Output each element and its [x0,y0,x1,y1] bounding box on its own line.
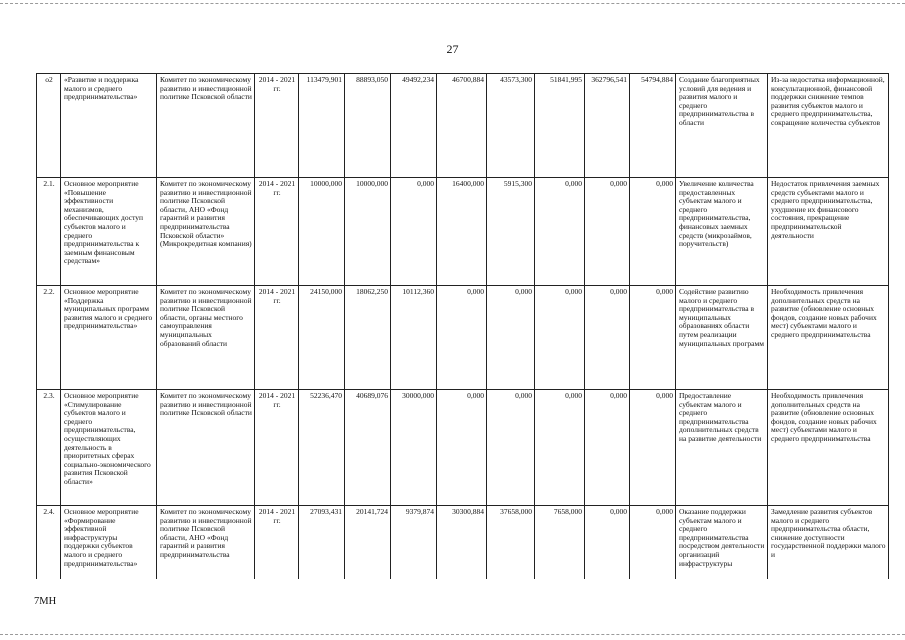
measure-name: Основное мероприятие «Повышение эффективности механизмов, обеспечивающих доступ субъектов малого и среднего предпринимательства к заемным финансовым средствам» [61,178,157,286]
funding-value: 0,000 [630,178,676,286]
funding-value: 49492,234 [391,74,437,178]
implementation-period: 2014 - 2021 гг. [255,74,299,178]
funding-value: 0,000 [630,506,676,580]
table-row [37,286,889,390]
responsible-executor: Комитет по экономическому развитию и инвестиционной политике Псковской области, органы местного самоуправления муниципальных образований области [157,286,255,390]
funding-value: 46700,884 [437,74,487,178]
funding-value: 0,000 [487,286,535,390]
funding-value: 51841,995 [535,74,585,178]
non-implementation-consequence: Недостаток привлечения заемных средств субъектами малого и среднего предпринимательства, ухудшение их финансового состояния, прекращение предпринимательской деятельности [768,178,889,286]
funding-value: 18062,250 [345,286,391,390]
implementation-period: 2014 - 2021 гг. [255,390,299,506]
funding-value: 20141,724 [345,506,391,580]
funding-value: 30000,000 [391,390,437,506]
implementation-period: 2014 - 2021 гг. [255,506,299,580]
row-number: 2.4. [37,506,61,580]
funding-value: 27093,431 [299,506,345,580]
funding-value: 30300,884 [437,506,487,580]
funding-value: 0,000 [585,390,630,506]
non-implementation-consequence: Необходимость привлечения дополнительных средств на развитие (обновление основных фондов, создание новых рабочих мест) субъектами малого и среднего предпринимательства [768,390,889,506]
measure-name: Основное мероприятие «Формирование эффективной инфраструктуры поддержки субъектов малого и среднего предпринимательства» [61,506,157,580]
funding-value: 0,000 [585,506,630,580]
funding-value: 7658,000 [535,506,585,580]
funding-value: 0,000 [585,286,630,390]
funding-value: 88893,050 [345,74,391,178]
funding-value: 52236,470 [299,390,345,506]
funding-value: 0,000 [437,390,487,506]
funding-value: 10112,360 [391,286,437,390]
funding-value: 0,000 [630,286,676,390]
funding-value: 113479,901 [299,74,345,178]
funding-value: 10000,000 [299,178,345,286]
top-scan-edge [0,3,905,4]
funding-value: 10000,000 [345,178,391,286]
non-implementation-consequence: Необходимость привлечения дополнительных средств на развитие (обновление основных фондов, создание новых рабочих мест) субъектами малого и среднего предпринимательства [768,286,889,390]
funding-value: 9379,874 [391,506,437,580]
responsible-executor: Комитет по экономическому развитию и инвестиционной политике Псковской области [157,74,255,178]
expected-result: Содействие развитию малого и среднего предпринимательства в муниципальных образованиях области путем реализации муниципальных программ [676,286,768,390]
footer-mark: 7МН [34,596,57,607]
funding-value: 5915,300 [487,178,535,286]
row-number: 2.3. [37,390,61,506]
responsible-executor: Комитет по экономическому развитию и инвестиционной политике Псковской области, АНО «Фонд гарантий и развития предпринимательства [157,506,255,580]
funding-value: 0,000 [535,178,585,286]
non-implementation-consequence: Замедление развития субъектов малого и среднего предпринимательства области, снижение доступности государственной поддержки малого и [768,506,889,580]
funding-value: 0,000 [437,286,487,390]
measure-name: Основное мероприятие «Стимулирование субъектов малого и среднего предпринимательства, осуществляющих деятельность в приоритетных сферах социально-экономического развития Псковской области» [61,390,157,506]
funding-value: 0,000 [585,178,630,286]
funding-value: 0,000 [630,390,676,506]
implementation-period: 2014 - 2021 гг. [255,178,299,286]
funding-value: 0,000 [535,286,585,390]
table-row [37,390,889,506]
page-number: 27 [446,42,459,56]
table-row [37,506,889,580]
expected-result: Предоставление субъектам малого и среднего предпринимательства дополнительных средств на развитие деятельности [676,390,768,506]
responsible-executor: Комитет по экономическому развитию и инвестиционной политике Псковской области [157,390,255,506]
responsible-executor: Комитет по экономическому развитию и инвестиционной политике Псковской области, АНО «Фонд гарантий и развития предпринимательства Псковской области» (Микрокредитная компания) [157,178,255,286]
funding-value: 0,000 [487,390,535,506]
funding-value: 24150,000 [299,286,345,390]
funding-value: 54794,884 [630,74,676,178]
bottom-scan-edge [0,634,905,635]
funding-value: 0,000 [391,178,437,286]
measure-name: Основное мероприятие «Поддержка муниципальных программ развития малого и среднего предпринимательства» [61,286,157,390]
measure-name: «Развитие и поддержка малого и среднего предпринимательства» [61,74,157,178]
implementation-period: 2014 - 2021 гг. [255,286,299,390]
funding-value: 37658,000 [487,506,535,580]
funding-value: 43573,300 [487,74,535,178]
funding-value: 362796,541 [585,74,630,178]
row-number: 2.2. [37,286,61,390]
expected-result: Создание благоприятных условий для ведения и развития малого и среднего предпринимательства в области [676,74,768,178]
expected-result: Увеличение количества предоставленных субъектам малого и среднего предпринимательства, финансовых заемных средств (микрозаймов, поручительств) [676,178,768,286]
program-measures-table [36,73,889,579]
table-row [37,178,889,286]
funding-value: 16400,000 [437,178,487,286]
expected-result: Оказание поддержки субъектам малого и среднего предпринимательства посредством деятельности организаций инфраструктуры [676,506,768,580]
non-implementation-consequence: Из-за недостатка информационной, консультационной, финансовой поддержки снижение темпов развития субъектов малого и среднего предпринимательства, сокращение количества субъектов [768,74,889,178]
row-number: 2.1. [37,178,61,286]
table-row [37,74,889,178]
funding-value: 0,000 [535,390,585,506]
funding-value: 40689,076 [345,390,391,506]
row-number: о2 [37,74,61,178]
